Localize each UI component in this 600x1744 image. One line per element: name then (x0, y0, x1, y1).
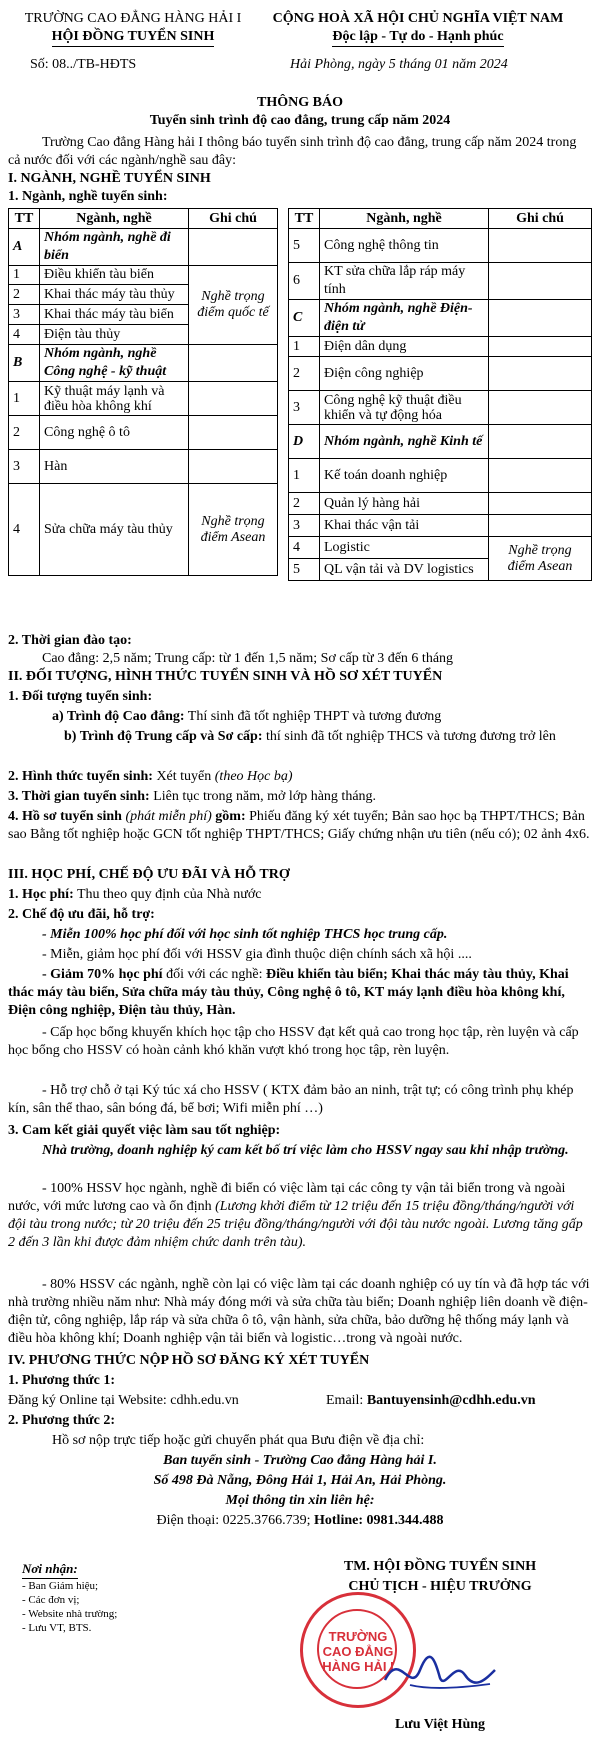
row-name: Công nghệ kỹ thuật điều khiển và tự động hóa (320, 391, 489, 425)
sign-title-1: TM. HỘI ĐỒNG TUYỂN SINH (343, 1559, 537, 1574)
document-date: Hải Phòng, ngày 5 tháng 01 năm 2024 (290, 57, 508, 72)
recipients-block (22, 1560, 117, 1635)
row-tt: C (289, 300, 320, 337)
method-2-heading: 2. Phương thức 2: (8, 1413, 116, 1428)
row-name: Nhóm ngành, nghề Điện-điện tử (320, 300, 489, 337)
recipient-item: - Các đơn vị; (22, 1594, 80, 1606)
job-commitment: Nhà trường, doanh nghiệp ký cam kết bố trí việc làm cho HSSV ngay sau khi nhập trường. (42, 1143, 569, 1158)
table-row (9, 450, 278, 484)
job-sea-programs (8, 1180, 592, 1252)
admission-form-label: 2. Hình thức tuyển sinh: (8, 769, 153, 784)
row-tt: D (289, 425, 320, 459)
admission-documents (8, 808, 592, 844)
row-note (489, 337, 592, 357)
sign-title-2: CHỦ TỊCH - HIỆU TRƯỞNG (348, 1579, 532, 1594)
recipient-item: - Lưu VT, BTS. (22, 1622, 92, 1634)
admission-form (8, 768, 592, 786)
stamp-line: CAO ĐẲNG (322, 1644, 394, 1659)
row-note (489, 493, 592, 515)
row-note (189, 229, 278, 266)
tuition (8, 886, 592, 904)
row-name: Kế toán doanh nghiệp (320, 459, 489, 493)
table-row (289, 425, 592, 459)
left-programs-table (8, 208, 278, 576)
row-name: Điện tàu thủy (40, 325, 189, 345)
nation-title: CỘNG HOÀ XÃ HỘI CHỦ NGHĨA VIỆT NAM (272, 11, 564, 26)
target-intermediate (8, 728, 592, 746)
row-name: Nhóm ngành, nghề Công nghệ - kỹ thuật (40, 345, 189, 382)
intro-paragraph: Trường Cao đẳng Hàng hải I thông báo tuyển sinh trình độ cao đẳng, trung cấp năm 2024 trong cả nước đối với các ngành/nghề sau đây: (8, 135, 577, 168)
row-tt: 5 (289, 559, 320, 581)
documents-includes: gồm: (211, 809, 246, 824)
row-note (189, 450, 278, 484)
row-tt: 4 (9, 325, 40, 345)
target-college (52, 708, 592, 726)
method-2-text: Hồ sơ nộp trực tiếp hoặc gửi chuyển phát qua Bưu điện về địa chỉ: (52, 1433, 425, 1448)
section-2-heading: II. ĐỐI TƯỢNG, HÌNH THỨC TUYỂN SINH VÀ HỒ SƠ XÉT TUYỂN (8, 669, 443, 684)
table-row (289, 300, 592, 337)
job-other-programs: - 80% HSSV các ngành, nghề còn lại có việc làm tại các doanh nghiệp có uy tín và đã hợp tác với nhà trường nhiều năm như: Nhà máy đóng mới và sửa chữa tàu biển; Doanh nghiệp liên doanh về điện-điện tử, công nghiệp, lắp ráp và sửa chữa ô tô, vận hành, sửa chữa, bảo dưỡng hệ thống máy lạnh và điều hòa không khí; Doanh nghiệp vận tải biển và logistic…trong và ngoài nước. (8, 1277, 590, 1346)
email-address[interactable]: Bantuyensinh@cdhh.edu.vn (366, 1393, 536, 1408)
row-name: Kỹ thuật máy lạnh và điều hòa không khí (40, 382, 189, 416)
row-name: Khai thác máy tàu thủy (40, 285, 189, 305)
benefit-scholarship: - Cấp học bổng khuyến khích học tập cho HSSV đạt kết quả cao trong học tập, rèn luyện và cấp học bổng cho HSSV có hoàn cảnh khó khăn vượt khó trong học tập, rèn luyện. (8, 1025, 579, 1058)
row-name: QL vận tải và DV logistics (320, 559, 489, 581)
row-tt: 1 (289, 459, 320, 493)
row-name: Quản lý hàng hải (320, 493, 489, 515)
row-note (489, 229, 592, 263)
row-note (489, 459, 592, 493)
admission-time-label: 3. Thời gian tuyển sinh: (8, 789, 150, 804)
row-note (489, 391, 592, 425)
col-name: Ngành, nghề (320, 209, 489, 229)
nation-block (248, 10, 588, 47)
signer-name: Lưu Việt Hùng (394, 1717, 486, 1732)
table-row (9, 382, 278, 416)
recipients-title: Nơi nhận: (22, 1560, 78, 1579)
col-name: Ngành, nghề (40, 209, 189, 229)
row-name: Công nghệ thông tin (320, 229, 489, 263)
address-line-2: Số 498 Đà Nẵng, Đông Hải 1, Hải An, Hải Phòng. (153, 1473, 447, 1488)
table-header-row (289, 209, 592, 229)
benefit-reduction: - Miễn, giảm học phí đối với HSSV gia đình thuộc diện chính sách xã hội .... (42, 947, 472, 962)
table-row (289, 391, 592, 425)
row-note (489, 515, 592, 537)
row-tt: 2 (289, 493, 320, 515)
email-label: Email: (326, 1393, 367, 1408)
issuer-org: TRƯỜNG CAO ĐẲNG HÀNG HẢI I (24, 11, 242, 26)
row-tt: 1 (289, 337, 320, 357)
documents-free-note: (phát miễn phí) (121, 809, 212, 824)
table-row (289, 537, 592, 559)
row-name: Điện công nghiệp (320, 357, 489, 391)
contact-heading: Mọi thông tin xin liên hệ: (225, 1493, 375, 1508)
row-name: Điện dân dụng (320, 337, 489, 357)
row-tt: 2 (9, 285, 40, 305)
target-intermediate-text: thí sinh đã tốt nghiệp THCS và tương đương trở lên (262, 729, 556, 744)
table-row (289, 357, 592, 391)
row-tt: 1 (9, 266, 40, 285)
address-line-1: Ban tuyển sinh - Trường Cao đẳng Hàng hải I. (163, 1453, 437, 1468)
table-row (289, 263, 592, 300)
row-tt: 3 (9, 450, 40, 484)
contact-email (326, 1392, 535, 1410)
row-note (189, 416, 278, 450)
section-3-3-heading: 3. Cam kết giải quyết việc làm sau tốt nghiệp: (8, 1123, 281, 1138)
benefit-70-discount (8, 966, 592, 1020)
target-college-label: a) Trình độ Cao đẳng: (52, 709, 185, 724)
tuition-text: Thu theo quy định của Nhà nước (73, 887, 262, 902)
table-row (289, 515, 592, 537)
admission-form-text: Xét tuyển (152, 769, 215, 784)
benefit-exemption: - Miễn 100% học phí đối với học sinh tốt nghiệp THCS học trung cấp. (42, 927, 448, 942)
document-number: Số: 08../TB-HĐTS (30, 57, 137, 72)
target-intermediate-label: b) Trình độ Trung cấp và Sơ cấp: (64, 729, 263, 744)
recipient-item: - Website nhà trường; (22, 1608, 118, 1620)
row-tt: 6 (289, 263, 320, 300)
nation-motto: Độc lập - Tự do - Hạnh phúc (332, 28, 503, 47)
tuition-label: 1. Học phí: (8, 887, 74, 902)
row-tt: 3 (9, 305, 40, 325)
note-international: Nghề trọng điểm quốc tế (189, 266, 278, 345)
note-asean-right: Nghề trọng điểm Asean (489, 537, 592, 581)
table-row (9, 345, 278, 382)
method-1-heading: 1. Phương thức 1: (8, 1373, 116, 1388)
row-tt: 2 (289, 357, 320, 391)
section-1-2-heading: 2. Thời gian đào tạo: (8, 633, 132, 648)
row-name: Logistic (320, 537, 489, 559)
stamp-line: TRƯỜNG (328, 1629, 388, 1644)
row-tt: 3 (289, 515, 320, 537)
admission-time (8, 788, 592, 806)
row-name: Sửa chữa máy tàu thủy (40, 484, 189, 576)
discount-label: - Giảm 70% học phí (42, 967, 163, 982)
target-college-text: Thí sinh đã tốt nghiệp THPT và tương đương (184, 709, 442, 724)
section-3-heading: III. HỌC PHÍ, CHẾ ĐỘ ƯU ĐÃI VÀ HỖ TRỢ (8, 867, 290, 882)
row-note (489, 300, 592, 337)
col-tt: TT (289, 209, 320, 229)
section-4-heading: IV. PHƯƠNG THỨC NỘP HỒ SƠ ĐĂNG KÝ XÉT TUYỂN (8, 1353, 370, 1368)
col-note: Ghi chú (489, 209, 592, 229)
job-sea-salary: (Lương khởi điểm từ 12 triệu đến 15 triệu đồng/tháng/người với đội tàu trong nước; từ 20 triệu đến 25 triệu đồng/tháng/người với đội tàu nước ngoài. Lương tăng gấp 2 đến 3 lần khi được đảm nhiệm chức danh trên tàu). (8, 1199, 583, 1250)
table-row (289, 459, 592, 493)
col-tt: TT (9, 209, 40, 229)
issuer-block (18, 10, 248, 47)
recipient-item: - Ban Giám hiệu; (22, 1580, 99, 1592)
row-tt: 1 (9, 382, 40, 416)
row-name: Khai thác vận tải (320, 515, 489, 537)
benefit-dormitory: - Hỗ trợ chỗ ở tại Ký túc xá cho HSSV ( KTX đảm bảo an ninh, trật tự; có công trình phụ khép kín, sân thể thao, sân bóng đá, bể bơi; Wifi miễn phí …) (8, 1083, 574, 1116)
table-row (289, 337, 592, 357)
col-note: Ghi chú (189, 209, 278, 229)
row-tt: A (9, 229, 40, 266)
row-name: Khai thác máy tàu biển (40, 305, 189, 325)
row-tt: 3 (289, 391, 320, 425)
row-tt: 5 (289, 229, 320, 263)
section-2-1-heading: 1. Đối tượng tuyển sinh: (8, 689, 153, 704)
method-1-online (8, 1392, 592, 1410)
right-programs-table (288, 208, 592, 581)
row-name: Nhóm ngành, nghề Kinh tế (320, 425, 489, 459)
table-row (289, 493, 592, 515)
document-title: THÔNG BÁO (257, 95, 343, 110)
admission-form-note: (theo Học bạ) (214, 769, 293, 784)
contact-phones (8, 1512, 592, 1530)
issuer-council: HỘI ĐỒNG TUYỂN SINH (52, 28, 215, 47)
row-tt: 2 (9, 416, 40, 450)
row-name: Điều khiển tàu biển (40, 266, 189, 285)
row-tt: 4 (289, 537, 320, 559)
row-note (189, 382, 278, 416)
section-1-1-heading: 1. Ngành, nghề tuyển sinh: (8, 189, 168, 204)
row-name: KT sửa chữa lắp ráp máy tính (320, 263, 489, 300)
row-note (189, 345, 278, 382)
stamp-line: HÀNG HẢI I (322, 1659, 394, 1674)
row-name: Công nghệ ô tô (40, 416, 189, 450)
note-asean: Nghề trọng điểm Asean (189, 484, 278, 576)
row-tt: 4 (9, 484, 40, 576)
table-row (9, 229, 278, 266)
signature-icon (380, 1640, 500, 1700)
discount-text: đối với các nghề: (162, 967, 267, 982)
training-duration: Cao đẳng: 2,5 năm; Trung cấp: từ 1 đến 1,5 năm; Sơ cấp từ 3 đến 6 tháng (42, 651, 454, 666)
job-sea-text: - 100% HSSV học ngành, nghề đi biển có việc làm tại các công ty vận tải biển trong và ngoài nước, với mức lương cao và ổn định (8, 1181, 566, 1214)
row-name: Hàn (40, 450, 189, 484)
table-row (9, 484, 278, 576)
row-name: Nhóm ngành, nghề đi biển (40, 229, 189, 266)
admission-time-text: Liên tục trong năm, mở lớp hàng tháng. (149, 789, 377, 804)
row-note (489, 357, 592, 391)
table-row (9, 266, 278, 285)
online-website: Đăng ký Online tại Website: cdhh.edu.vn (8, 1393, 239, 1408)
discount-programs: Điều khiển tàu biển; Khai thác máy tàu thủy, Khai thác máy tàu biển, Sửa chữa máy tàu thủy, Công nghệ ô tô, KT máy lạnh điều hòa không khí, Điện công nghiệp, Điện tàu thủy, Hàn. (8, 967, 569, 1018)
phone-number: Điện thoại: 0225.3766.739; (156, 1513, 314, 1528)
section-1-heading: I. NGÀNH, NGHỀ TUYỂN SINH (8, 171, 211, 186)
row-note (489, 263, 592, 300)
table-header-row (9, 209, 278, 229)
documents-text: Phiếu đăng ký xét tuyển; Bản sao học bạ THPT/THCS; Bản sao Bằng tốt nghiệp hoặc GCN tốt nghiệp THPT/THCS; Giấy chứng nhận ưu tiên (nếu có); 02 ảnh 4x6. (8, 809, 590, 842)
document-subtitle: Tuyển sinh trình độ cao đẳng, trung cấp năm 2024 (149, 113, 451, 128)
hotline-number: Hotline: 0981.344.488 (314, 1513, 444, 1528)
documents-label: 4. Hồ sơ tuyển sinh (8, 809, 122, 824)
table-row (289, 229, 592, 263)
table-row (9, 416, 278, 450)
row-tt: B (9, 345, 40, 382)
section-3-2-heading: 2. Chế độ ưu đãi, hỗ trợ: (8, 907, 155, 922)
row-note (489, 425, 592, 459)
